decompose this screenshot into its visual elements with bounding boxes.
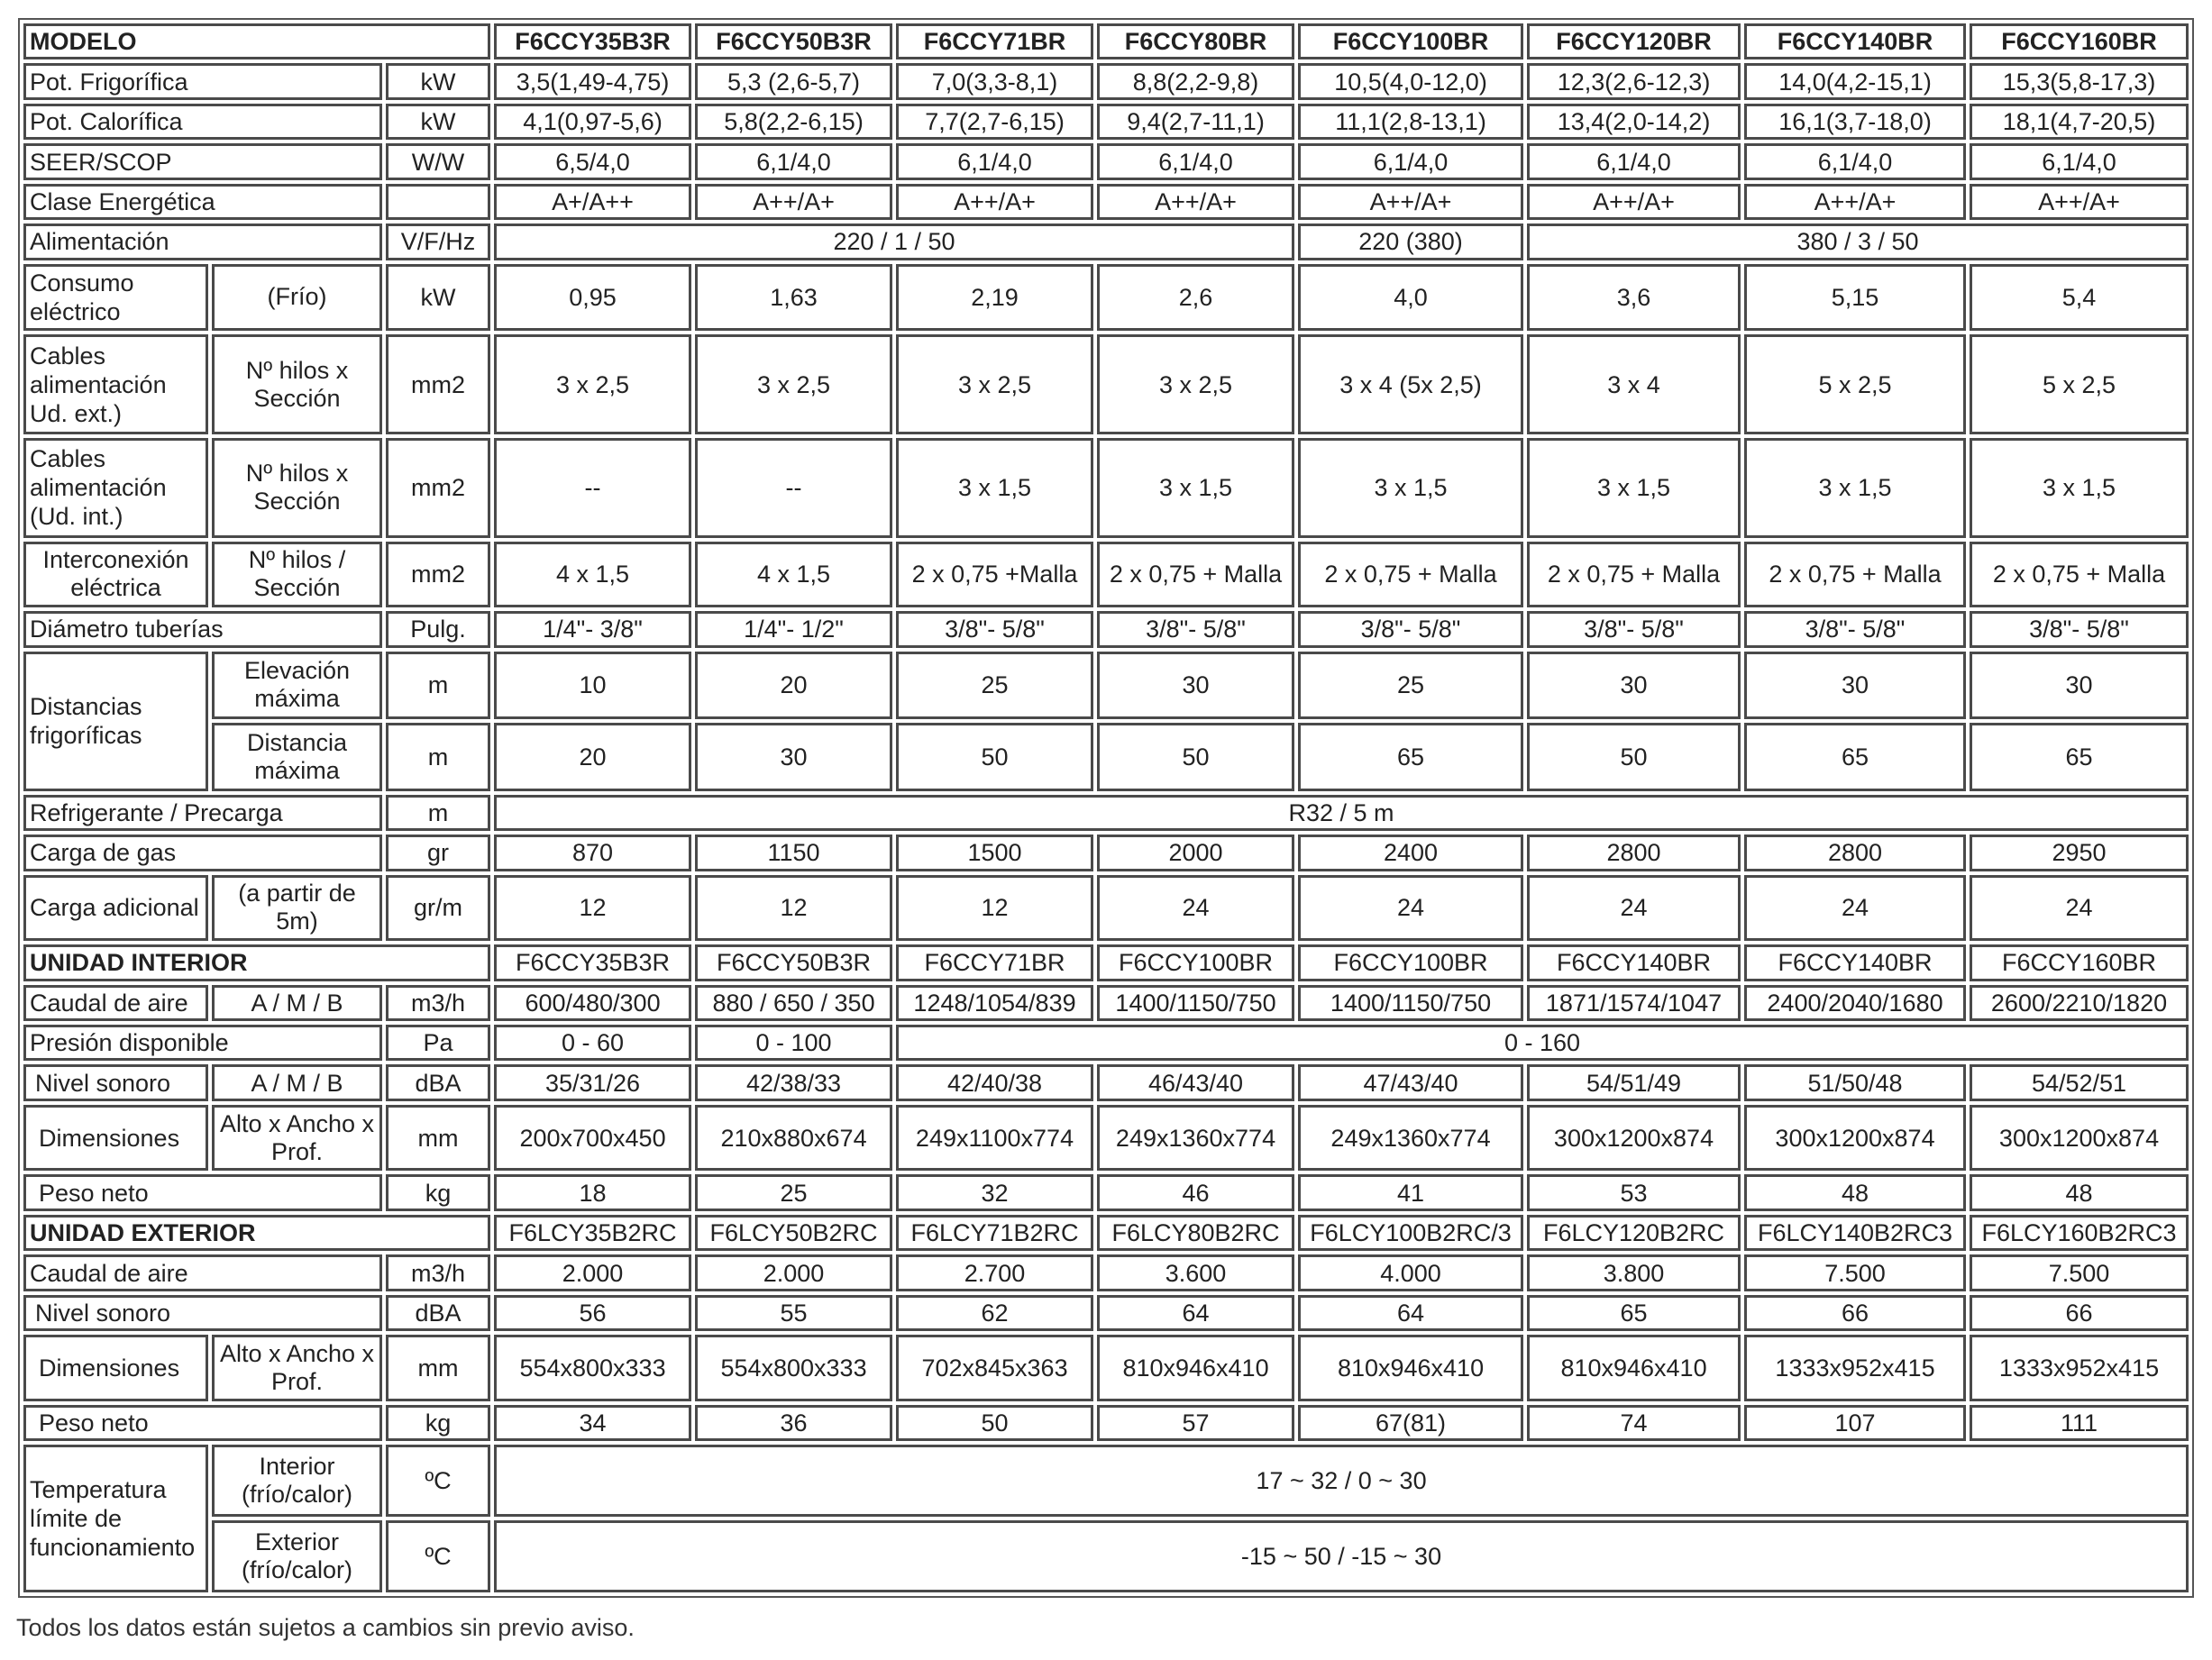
value-cell: 10,5(4,0-12,0) — [1298, 63, 1523, 99]
value-cell: 24 — [1744, 875, 1966, 941]
value-cell: 74 — [1527, 1405, 1741, 1441]
value-cell: A++/A+ — [1744, 184, 1966, 220]
value-cell: 1/4"- 1/2" — [695, 611, 892, 647]
value-cell: 25 — [896, 652, 1093, 720]
value-cell: 5,15 — [1744, 264, 1966, 332]
row-unit: Pulg. — [386, 611, 490, 647]
value-cell: 2,19 — [896, 264, 1093, 332]
value-cell: 2400/2040/1680 — [1744, 985, 1966, 1021]
heating-capacity-row — [23, 104, 2189, 140]
value-cell: A++/A+ — [1527, 184, 1741, 220]
model-cell: F6CCY140BR — [1744, 23, 1966, 59]
value-cell: 220 (380) — [1298, 223, 1523, 260]
row-sublabel: A / M / B — [212, 1064, 382, 1100]
value-cell: 3 x 2,5 — [896, 334, 1093, 434]
model-cell: F6CCY71BR — [896, 23, 1093, 59]
row-unit: m3/h — [386, 985, 490, 1021]
row-label: Caudal de aire — [23, 985, 208, 1021]
row-label: Diámetro tuberías — [23, 611, 382, 647]
row-sublabel: Nº hilos x Sección — [212, 334, 382, 434]
row-unit: Pa — [386, 1025, 490, 1061]
value-cell: 200x700x450 — [494, 1105, 691, 1171]
value-cell: 1,63 — [695, 264, 892, 332]
model-cell: F6CCY100BR — [1097, 944, 1294, 980]
value-cell: -- — [695, 438, 892, 538]
value-cell: 16,1(3,7-18,0) — [1744, 104, 1966, 140]
value-cell: 5 x 2,5 — [1970, 334, 2189, 434]
max-elevation-row — [23, 652, 2189, 720]
value-cell: 36 — [695, 1405, 892, 1441]
temperature-indoor-row — [23, 1445, 2189, 1517]
value-cell: 3,6 — [1527, 264, 1741, 332]
row-unit: mm2 — [386, 334, 490, 434]
row-unit: m — [386, 723, 490, 791]
outdoor-noise-row — [23, 1295, 2189, 1331]
model-cell: F6CCY50B3R — [695, 944, 892, 980]
value-cell: 48 — [1970, 1174, 2189, 1210]
refrigerant-distances-label: Distancias frigoríficas — [23, 652, 208, 791]
value-cell: 6,5/4,0 — [494, 143, 691, 179]
row-unit: mm — [386, 1335, 490, 1400]
row-unit: kW — [386, 264, 490, 332]
value-cell: 54/51/49 — [1527, 1064, 1741, 1100]
value-cell: 2 x 0,75 + Malla — [1970, 542, 2189, 607]
row-label: Consumo eléctrico — [23, 264, 208, 332]
value-cell: 2800 — [1527, 835, 1741, 871]
value-cell: 4,1(0,97-5,6) — [494, 104, 691, 140]
value-cell: 11,1(2,8-13,1) — [1298, 104, 1523, 140]
value-cell: 554x800x333 — [494, 1335, 691, 1400]
value-cell: 4 x 1,5 — [695, 542, 892, 607]
value-cell: 50 — [1097, 723, 1294, 791]
value-cell: A++/A+ — [896, 184, 1093, 220]
value-cell: 30 — [1970, 652, 2189, 720]
value-cell: 2950 — [1970, 835, 2189, 871]
value-cell: 15,3(5,8-17,3) — [1970, 63, 2189, 99]
value-cell: 0 - 100 — [695, 1025, 892, 1061]
model-cell: F6LCY120B2RC — [1527, 1215, 1741, 1251]
value-cell: 1500 — [896, 835, 1093, 871]
value-cell: 554x800x333 — [695, 1335, 892, 1400]
indoor-power-cables-row — [23, 438, 2189, 538]
indoor-weight-row — [23, 1174, 2189, 1210]
value-cell: 4,0 — [1298, 264, 1523, 332]
value-cell: 1871/1574/1047 — [1527, 985, 1741, 1021]
value-cell: 1333x952x415 — [1744, 1335, 1966, 1400]
value-cell: 34 — [494, 1405, 691, 1441]
value-cell: 3/8"- 5/8" — [1527, 611, 1741, 647]
value-cell: 10 — [494, 652, 691, 720]
value-cell: 6,1/4,0 — [695, 143, 892, 179]
value-cell: 1333x952x415 — [1970, 1335, 2189, 1400]
value-cell: 810x946x410 — [1298, 1335, 1523, 1400]
value-cell: R32 / 5 m — [494, 795, 2189, 831]
row-unit: dBA — [386, 1064, 490, 1100]
value-cell: 5,3 (2,6-5,7) — [695, 63, 892, 99]
value-cell: A++/A+ — [1298, 184, 1523, 220]
value-cell: 2 x 0,75 + Malla — [1744, 542, 1966, 607]
value-cell: 7.500 — [1744, 1254, 1966, 1291]
electrical-interconnection-row — [23, 542, 2189, 607]
row-sublabel: A / M / B — [212, 985, 382, 1021]
value-cell: 66 — [1970, 1295, 2189, 1331]
value-cell: 3 x 4 — [1527, 334, 1741, 434]
value-cell: 600/480/300 — [494, 985, 691, 1021]
value-cell: 46 — [1097, 1174, 1294, 1210]
value-cell: 2600/2210/1820 — [1970, 985, 2189, 1021]
value-cell: 57 — [1097, 1405, 1294, 1441]
operating-temperature-label: Temperatura límite de funcionamiento — [23, 1445, 208, 1592]
value-cell: 4 x 1,5 — [494, 542, 691, 607]
value-cell: 9,4(2,7-11,1) — [1097, 104, 1294, 140]
row-unit: mm2 — [386, 438, 490, 538]
value-cell: 249x1360x774 — [1298, 1105, 1523, 1171]
value-cell: 3 x 1,5 — [1744, 438, 1966, 538]
value-cell: 7,7(2,7-6,15) — [896, 104, 1093, 140]
value-cell: 2000 — [1097, 835, 1294, 871]
seer-scop-row — [23, 143, 2189, 179]
row-label: Refrigerante / Precarga — [23, 795, 382, 831]
row-sublabel: Nº hilos / Sección — [212, 542, 382, 607]
model-cell: F6LCY100B2RC/3 — [1298, 1215, 1523, 1251]
value-cell: 56 — [494, 1295, 691, 1331]
row-unit: m — [386, 795, 490, 831]
value-cell: 42/40/38 — [896, 1064, 1093, 1100]
value-cell: 300x1200x874 — [1527, 1105, 1741, 1171]
value-cell: 0,95 — [494, 264, 691, 332]
value-cell: 20 — [494, 723, 691, 791]
value-cell: 50 — [1527, 723, 1741, 791]
value-cell: 12 — [494, 875, 691, 941]
model-cell: F6CCY35B3R — [494, 944, 691, 980]
value-cell: 3/8"- 5/8" — [1298, 611, 1523, 647]
value-cell: 41 — [1298, 1174, 1523, 1210]
row-unit: gr — [386, 835, 490, 871]
row-label: Dimensiones — [23, 1335, 208, 1400]
value-cell: 3 x 2,5 — [1097, 334, 1294, 434]
cooling-capacity-row — [23, 63, 2189, 99]
row-unit: mm2 — [386, 542, 490, 607]
power-consumption-row — [23, 264, 2189, 332]
disclaimer-footnote: Todos los datos están sujetos a cambios sin previo aviso. — [16, 1614, 635, 1641]
value-cell: 53 — [1527, 1174, 1741, 1210]
value-cell: 3 x 1,5 — [1970, 438, 2189, 538]
power-supply-row — [23, 223, 2189, 260]
value-cell: 48 — [1744, 1174, 1966, 1210]
value-cell: 1150 — [695, 835, 892, 871]
value-cell: 2 x 0,75 +Malla — [896, 542, 1093, 607]
value-cell: 702x845x363 — [896, 1335, 1093, 1400]
row-unit: ºC — [386, 1520, 490, 1592]
row-unit: V/F/Hz — [386, 223, 490, 260]
value-cell: 2.000 — [695, 1254, 892, 1291]
value-cell: 1400/1150/750 — [1298, 985, 1523, 1021]
indoor-unit-header-row — [23, 944, 2189, 980]
value-cell: 810x946x410 — [1527, 1335, 1741, 1400]
row-unit: m3/h — [386, 1254, 490, 1291]
outdoor-unit-header-row — [23, 1215, 2189, 1251]
row-label: Carga de gas — [23, 835, 382, 871]
value-cell: 17 ~ 32 / 0 ~ 30 — [494, 1445, 2189, 1517]
model-cell: F6CCY120BR — [1527, 23, 1741, 59]
row-unit: kW — [386, 63, 490, 99]
value-cell: 4.000 — [1298, 1254, 1523, 1291]
refrigerant-row — [23, 795, 2189, 831]
row-sublabel: (Frío) — [212, 264, 382, 332]
value-cell: 8,8(2,2-9,8) — [1097, 63, 1294, 99]
value-cell: 64 — [1097, 1295, 1294, 1331]
value-cell: A++/A+ — [695, 184, 892, 220]
value-cell: 14,0(4,2-15,1) — [1744, 63, 1966, 99]
row-label: SEER/SCOP — [23, 143, 382, 179]
row-label: Nivel sonoro — [23, 1064, 208, 1100]
value-cell: 20 — [695, 652, 892, 720]
value-cell: 24 — [1097, 875, 1294, 941]
value-cell: A++/A+ — [1970, 184, 2189, 220]
row-sublabel: Alto x Ancho x Prof. — [212, 1335, 382, 1400]
value-cell: 107 — [1744, 1405, 1966, 1441]
model-cell: F6CCY160BR — [1970, 23, 2189, 59]
value-cell: 42/38/33 — [695, 1064, 892, 1100]
value-cell: 18,1(4,7-20,5) — [1970, 104, 2189, 140]
value-cell: -15 ~ 50 / -15 ~ 30 — [494, 1520, 2189, 1592]
value-cell: 3/8"- 5/8" — [1744, 611, 1966, 647]
model-cell: F6LCY35B2RC — [494, 1215, 691, 1251]
row-unit: kg — [386, 1174, 490, 1210]
value-cell: 220 / 1 / 50 — [494, 223, 1294, 260]
model-cell: F6LCY140B2RC3 — [1744, 1215, 1966, 1251]
row-label: Clase Energética — [23, 184, 382, 220]
value-cell: 111 — [1970, 1405, 2189, 1441]
row-sublabel: Exterior (frío/calor) — [212, 1520, 382, 1592]
indoor-dimensions-row — [23, 1105, 2189, 1171]
value-cell: 3/8"- 5/8" — [896, 611, 1093, 647]
value-cell: 7,0(3,3-8,1) — [896, 63, 1093, 99]
value-cell: 210x880x674 — [695, 1105, 892, 1171]
value-cell: 249x1360x774 — [1097, 1105, 1294, 1171]
value-cell: 7.500 — [1970, 1254, 2189, 1291]
value-cell: 25 — [1298, 652, 1523, 720]
value-cell: 30 — [1744, 652, 1966, 720]
value-cell: 67(81) — [1298, 1405, 1523, 1441]
row-label: Nivel sonoro — [23, 1295, 382, 1331]
row-unit: dBA — [386, 1295, 490, 1331]
value-cell: 24 — [1970, 875, 2189, 941]
value-cell: 3 x 1,5 — [896, 438, 1093, 538]
value-cell: 380 / 3 / 50 — [1527, 223, 2189, 260]
value-cell: 6,1/4,0 — [1744, 143, 1966, 179]
model-header-row — [23, 23, 2189, 59]
value-cell: 65 — [1744, 723, 1966, 791]
pipe-diameter-row — [23, 611, 2189, 647]
row-label: Dimensiones — [23, 1105, 208, 1171]
row-label: Alimentación — [23, 223, 382, 260]
value-cell: 2.000 — [494, 1254, 691, 1291]
row-sublabel: Alto x Ancho x Prof. — [212, 1105, 382, 1171]
additional-charge-row — [23, 875, 2189, 941]
model-cell: F6LCY71B2RC — [896, 1215, 1093, 1251]
row-sublabel: (a partir de 5m) — [212, 875, 382, 941]
value-cell: 24 — [1527, 875, 1741, 941]
value-cell: 2.700 — [896, 1254, 1093, 1291]
gas-charge-row — [23, 835, 2189, 871]
value-cell: 300x1200x874 — [1744, 1105, 1966, 1171]
max-distance-row — [23, 723, 2189, 791]
model-cell: F6CCY140BR — [1744, 944, 1966, 980]
value-cell: 0 - 160 — [896, 1025, 2189, 1061]
row-unit: gr/m — [386, 875, 490, 941]
value-cell: 12,3(2,6-12,3) — [1527, 63, 1741, 99]
value-cell: 51/50/48 — [1744, 1064, 1966, 1100]
value-cell: 50 — [896, 723, 1093, 791]
value-cell: 55 — [695, 1295, 892, 1331]
row-sublabel: Distancia máxima — [212, 723, 382, 791]
value-cell: 47/43/40 — [1298, 1064, 1523, 1100]
value-cell: 2 x 0,75 + Malla — [1298, 542, 1523, 607]
indoor-unit-heading: UNIDAD INTERIOR — [23, 944, 490, 980]
row-label: Presión disponible — [23, 1025, 382, 1061]
model-cell: F6CCY71BR — [896, 944, 1093, 980]
value-cell: 6,1/4,0 — [896, 143, 1093, 179]
value-cell: 3.800 — [1527, 1254, 1741, 1291]
value-cell: 12 — [695, 875, 892, 941]
model-cell: F6LCY160B2RC3 — [1970, 1215, 2189, 1251]
value-cell: 3/8"- 5/8" — [1970, 611, 2189, 647]
value-cell: 3,5(1,49-4,75) — [494, 63, 691, 99]
indoor-airflow-row — [23, 985, 2189, 1021]
row-label: Pot. Calorífica — [23, 104, 382, 140]
model-cell: F6CCY140BR — [1527, 944, 1741, 980]
value-cell: 6,1/4,0 — [1527, 143, 1741, 179]
row-label: Peso neto — [23, 1174, 382, 1210]
value-cell: 2 x 0,75 + Malla — [1097, 542, 1294, 607]
value-cell: 1/4"- 3/8" — [494, 611, 691, 647]
row-label: Interconexión eléctrica — [23, 542, 208, 607]
value-cell: 65 — [1970, 723, 2189, 791]
row-unit: mm — [386, 1105, 490, 1171]
value-cell: 50 — [896, 1405, 1093, 1441]
row-label: Cables alimentación (Ud. int.) — [23, 438, 208, 538]
value-cell: 2800 — [1744, 835, 1966, 871]
model-cell: F6LCY80B2RC — [1097, 1215, 1294, 1251]
row-unit: W/W — [386, 143, 490, 179]
row-sublabel: Nº hilos x Sección — [212, 438, 382, 538]
value-cell: 3/8"- 5/8" — [1097, 611, 1294, 647]
value-cell: 1400/1150/750 — [1097, 985, 1294, 1021]
specifications-table — [18, 18, 2194, 1598]
value-cell: A++/A+ — [1097, 184, 1294, 220]
value-cell: 32 — [896, 1174, 1093, 1210]
value-cell: 3 x 1,5 — [1097, 438, 1294, 538]
model-cell: F6CCY160BR — [1970, 944, 2189, 980]
row-label: Carga adicional — [23, 875, 208, 941]
value-cell: 6,1/4,0 — [1097, 143, 1294, 179]
value-cell: 3.600 — [1097, 1254, 1294, 1291]
row-unit: kW — [386, 104, 490, 140]
value-cell: 30 — [1097, 652, 1294, 720]
row-label: Peso neto — [23, 1405, 382, 1441]
value-cell: -- — [494, 438, 691, 538]
model-cell: F6CCY100BR — [1298, 23, 1523, 59]
row-unit: ºC — [386, 1445, 490, 1517]
outdoor-power-cables-row — [23, 334, 2189, 434]
value-cell: 24 — [1298, 875, 1523, 941]
value-cell: 3 x 1,5 — [1298, 438, 1523, 538]
value-cell: 249x1100x774 — [896, 1105, 1093, 1171]
model-header-label: MODELO — [23, 23, 490, 59]
outdoor-airflow-row — [23, 1254, 2189, 1291]
model-cell: F6CCY80BR — [1097, 23, 1294, 59]
model-cell: F6CCY35B3R — [494, 23, 691, 59]
value-cell: 12 — [896, 875, 1093, 941]
value-cell: 1248/1054/839 — [896, 985, 1093, 1021]
value-cell: 0 - 60 — [494, 1025, 691, 1061]
value-cell: 18 — [494, 1174, 691, 1210]
value-cell: 3 x 1,5 — [1527, 438, 1741, 538]
value-cell: 880 / 650 / 350 — [695, 985, 892, 1021]
model-cell: F6CCY50B3R — [695, 23, 892, 59]
value-cell: 54/52/51 — [1970, 1064, 2189, 1100]
row-sublabel: Elevación máxima — [212, 652, 382, 720]
value-cell: 810x946x410 — [1097, 1335, 1294, 1400]
value-cell: 30 — [1527, 652, 1741, 720]
value-cell: 5,4 — [1970, 264, 2189, 332]
row-unit: kg — [386, 1405, 490, 1441]
value-cell: A+/A++ — [494, 184, 691, 220]
model-cell: F6LCY50B2RC — [695, 1215, 892, 1251]
value-cell: 6,1/4,0 — [1970, 143, 2189, 179]
value-cell: 3 x 2,5 — [494, 334, 691, 434]
value-cell: 62 — [896, 1295, 1093, 1331]
value-cell: 870 — [494, 835, 691, 871]
value-cell: 3 x 4 (5x 2,5) — [1298, 334, 1523, 434]
value-cell: 6,1/4,0 — [1298, 143, 1523, 179]
available-pressure-row — [23, 1025, 2189, 1061]
indoor-noise-row — [23, 1064, 2189, 1100]
value-cell: 2 x 0,75 + Malla — [1527, 542, 1741, 607]
model-cell: F6CCY100BR — [1298, 944, 1523, 980]
outdoor-weight-row — [23, 1405, 2189, 1441]
value-cell: 35/31/26 — [494, 1064, 691, 1100]
temperature-outdoor-row — [23, 1520, 2189, 1592]
row-sublabel: Interior (frío/calor) — [212, 1445, 382, 1517]
row-label: Cables alimentación Ud. ext.) — [23, 334, 208, 434]
row-unit — [386, 184, 490, 220]
outdoor-dimensions-row — [23, 1335, 2189, 1400]
value-cell: 13,4(2,0-14,2) — [1527, 104, 1741, 140]
value-cell: 66 — [1744, 1295, 1966, 1331]
energy-class-row — [23, 184, 2189, 220]
row-label: Pot. Frigorífica — [23, 63, 382, 99]
value-cell: 2400 — [1298, 835, 1523, 871]
outdoor-unit-heading: UNIDAD EXTERIOR — [23, 1215, 490, 1251]
value-cell: 25 — [695, 1174, 892, 1210]
row-unit: m — [386, 652, 490, 720]
value-cell: 300x1200x874 — [1970, 1105, 2189, 1171]
value-cell: 46/43/40 — [1097, 1064, 1294, 1100]
value-cell: 65 — [1527, 1295, 1741, 1331]
value-cell: 2,6 — [1097, 264, 1294, 332]
row-label: Caudal de aire — [23, 1254, 382, 1291]
value-cell: 30 — [695, 723, 892, 791]
value-cell: 65 — [1298, 723, 1523, 791]
value-cell: 64 — [1298, 1295, 1523, 1331]
value-cell: 5 x 2,5 — [1744, 334, 1966, 434]
value-cell: 5,8(2,2-6,15) — [695, 104, 892, 140]
value-cell: 3 x 2,5 — [695, 334, 892, 434]
